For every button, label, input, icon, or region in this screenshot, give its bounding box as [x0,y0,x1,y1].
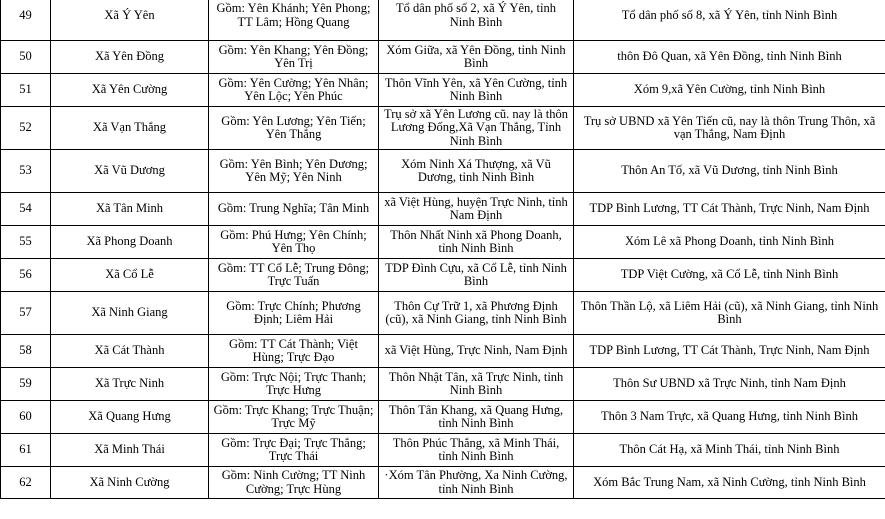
new-office-location: TDP Bình Lương, TT Cát Thành, Trực Ninh, Nam Định [574,335,885,368]
row-number: 57 [1,292,51,335]
merged-units: Gồm: Yên Lương; Yên Tiến; Yên Thắng [209,107,379,150]
table-row [1,467,885,499]
office-location: Xóm Giữa, xã Yên Đồng, tỉnh Ninh Bình [379,41,574,74]
new-office-location: Xóm Bắc Trung Nam, xã Ninh Cường, tỉnh Ninh Bình [574,467,885,499]
commune-name: Xã Yên Cường [51,74,209,107]
merged-units: Gồm: Trực Khang; Trực Thuận; Trực Mỹ [209,401,379,434]
table-row [1,226,885,259]
office-location: Thôn Vĩnh Yên, xã Yên Cường, tỉnh Ninh Bình [379,74,574,107]
table-row [1,74,885,107]
new-office-location: Trụ sở UBND xã Yên Tiến cũ, nay là thôn Trung Thôn, xã vạn Thắng, Nam Định [574,107,885,150]
merged-units: Gồm: TT Cát Thành; Việt Hùng; Trực Đạo [209,335,379,368]
merged-units: Gồm: Trực Chính; Phương Định; Liêm Hải [209,292,379,335]
table-row [1,0,885,41]
commune-name: Xã Ninh Giang [51,292,209,335]
commune-name: Xã Yên Đồng [51,41,209,74]
office-location: xã Việt Hùng, huyện Trực Ninh, tỉnh Nam Định [379,193,574,226]
table-row [1,41,885,74]
commune-name: Xã Vạn Thắng [51,107,209,150]
new-office-location: TDP Việt Cường, xã Cổ Lễ, tỉnh Ninh Bình [574,259,885,292]
commune-name: Xã Tân Minh [51,193,209,226]
row-number: 53 [1,150,51,193]
row-number: 56 [1,259,51,292]
table-row [1,193,885,226]
row-number: 62 [1,467,51,499]
table-row [1,368,885,401]
row-number: 60 [1,401,51,434]
merged-units: Gồm: Yên Khang; Yên Đồng; Yên Trị [209,41,379,74]
office-location: Xóm Ninh Xá Thượng, xã Vũ Dương, tỉnh Ninh Bình [379,150,574,193]
row-number: 54 [1,193,51,226]
merged-units: Gồm: Trực Đại; Trực Thắng; Trực Thái [209,434,379,467]
row-number: 51 [1,74,51,107]
office-location: Thôn Cự Trữ 1, xã Phương Định (cũ), xã Ninh Giang, tỉnh Ninh Bình [379,292,574,335]
commune-name: Xã Trực Ninh [51,368,209,401]
merged-units: Gồm: Yên Khánh; Yên Phong; TT Lâm; Hồng Quang [209,0,379,41]
merged-units: Gồm: Trung Nghĩa; Tân Minh [209,193,379,226]
new-office-location: Thôn Sư UBND xã Trực Ninh, tỉnh Nam Định [574,368,885,401]
table-row [1,259,885,292]
table-row [1,292,885,335]
office-location: ·Xóm Tân Phường, Xa Ninh Cường, tỉnh Ninh Bình [379,467,574,499]
table-row [1,434,885,467]
row-number: 58 [1,335,51,368]
new-office-location: Thôn Cát Hạ, xã Minh Thái, tỉnh Ninh Bình [574,434,885,467]
office-location: Trụ sở xã Yên Lương cũ. nay là thôn Lương Đống,Xã Vạn Thắng, Tỉnh Ninh Bình [379,107,574,150]
commune-name: Xã Ý Yên [51,0,209,41]
table-row [1,335,885,368]
commune-name: Xã Phong Doanh [51,226,209,259]
table-row [1,107,885,150]
table-row [1,401,885,434]
table-row [1,150,885,193]
merged-units: Gồm: TT Cổ Lễ; Trung Đông; Trực Tuấn [209,259,379,292]
row-number: 49 [1,0,51,41]
row-number: 50 [1,41,51,74]
office-location: Thôn Tân Khang, xã Quang Hưng, tỉnh Ninh Bình [379,401,574,434]
new-office-location: Tổ dân phố số 8, xã Ý Yên, tỉnh Ninh Bình [574,0,885,41]
merged-units: Gồm: Yên Cường; Yên Nhân; Yên Lộc; Yên Phúc [209,74,379,107]
new-office-location: thôn Đô Quan, xã Yên Đồng, tỉnh Ninh Bình [574,41,885,74]
row-number: 61 [1,434,51,467]
office-location: Tổ dân phố số 2, xã Ý Yên, tỉnh Ninh Bình [379,0,574,41]
new-office-location: Thôn Thần Lộ, xã Liêm Hải (cũ), xã Ninh Giang, tỉnh Ninh Bình [574,292,885,335]
commune-name: Xã Quang Hưng [51,401,209,434]
commune-name: Xã Vũ Dương [51,150,209,193]
row-number: 52 [1,107,51,150]
new-office-location: Xóm 9,xã Yên Cường, tỉnh Ninh Bình [574,74,885,107]
commune-name: Xã Cát Thành [51,335,209,368]
commune-name: Xã Minh Thái [51,434,209,467]
row-number: 59 [1,368,51,401]
commune-name: Xã Cổ Lễ [51,259,209,292]
commune-name: Xã Ninh Cường [51,467,209,499]
merged-units: Gồm: Yên Bình; Yên Dương; Yên Mỹ; Yên Ninh [209,150,379,193]
row-number: 55 [1,226,51,259]
office-location: Thôn Phúc Thắng, xã Minh Thái, tỉnh Ninh Bình [379,434,574,467]
office-location: TDP Đình Cựu, xã Cổ Lễ, tỉnh Ninh Bình [379,259,574,292]
merged-units: Gồm: Ninh Cường; TT Ninh Cường; Trực Hùng [209,467,379,499]
new-office-location: Xóm Lê xã Phong Doanh, tỉnh Ninh Bình [574,226,885,259]
office-location: Thôn Nhật Tân, xã Trực Ninh, tỉnh Ninh Bình [379,368,574,401]
new-office-location: Thôn 3 Nam Trực, xã Quang Hưng, tỉnh Ninh Bình [574,401,885,434]
new-office-location: TDP Bình Lương, TT Cát Thành, Trực Ninh, Nam Định [574,193,885,226]
new-office-location: Thôn An Tố, xã Vũ Dương, tỉnh Ninh Bình [574,150,885,193]
office-location: Thôn Nhất Ninh xã Phong Doanh, tỉnh Ninh Bình [379,226,574,259]
office-location: xã Việt Hùng, Trực Ninh, Nam Định [379,335,574,368]
merged-units: Gồm: Trực Nội; Trực Thanh; Trực Hưng [209,368,379,401]
merged-units: Gồm: Phú Hưng; Yên Chính; Yên Thọ [209,226,379,259]
